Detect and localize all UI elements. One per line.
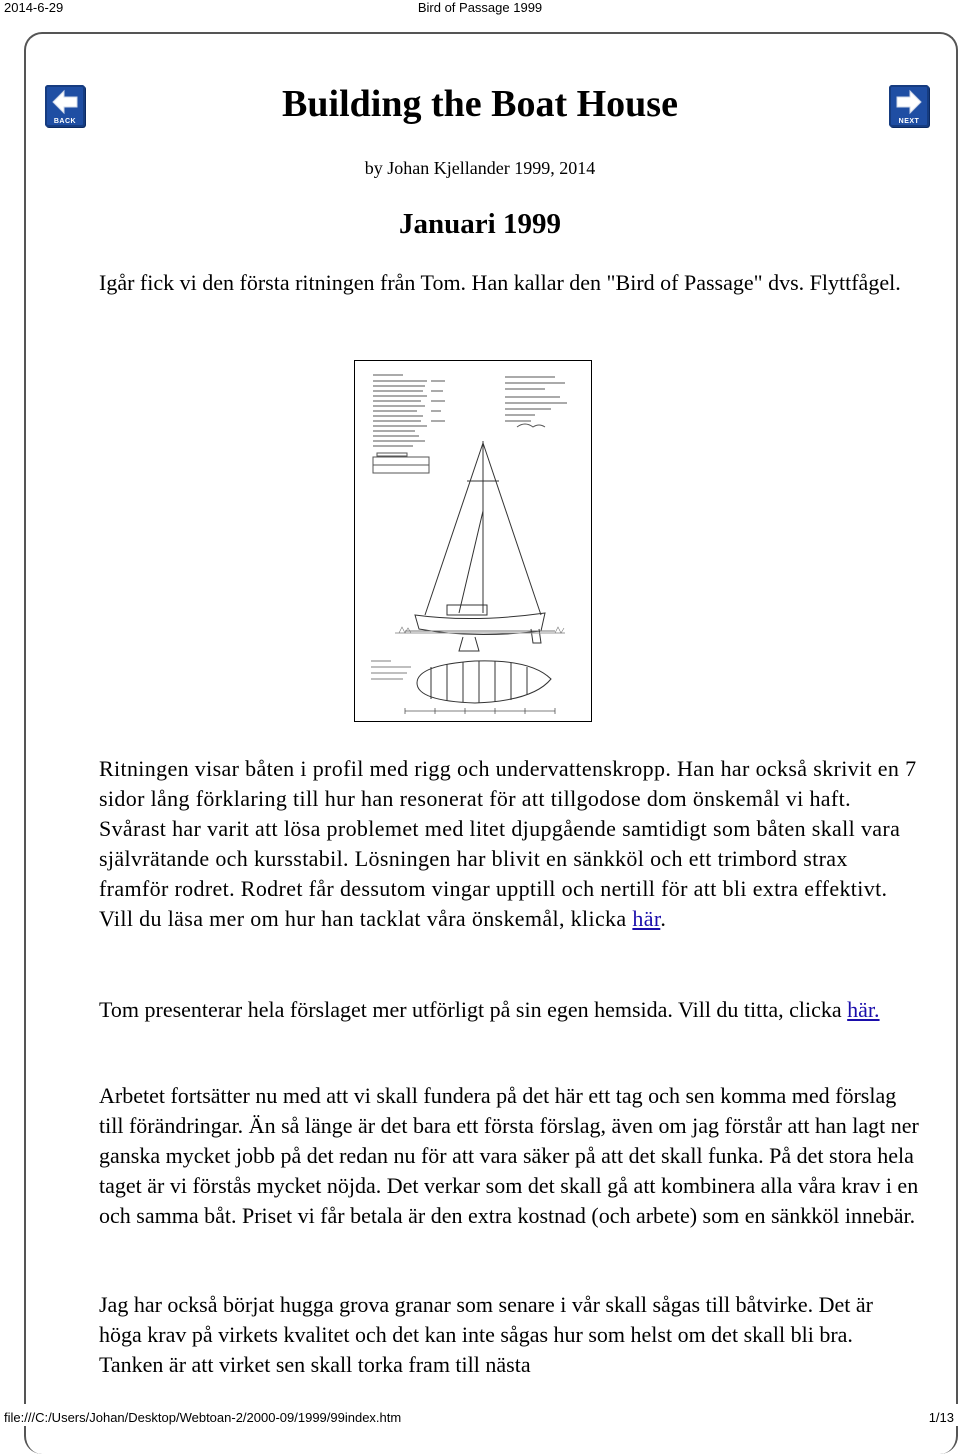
print-footer (0, 1404, 960, 1426)
paragraph-drawing-end: . (660, 906, 667, 931)
paragraph-drawing-explanation (99, 754, 919, 934)
sailboat-plan-image (355, 361, 591, 721)
page-frame (24, 32, 958, 1454)
paragraph-timber: Jag har också börjat hugga grova granar som senare i vår skall sågas till båtvirke. Det är höga krav på virkets kvalitet och det kan inte sågas hur som helst om det skall bli bra. Tanken är att virket sen skall torka fram till nästa (99, 1292, 874, 1377)
print-page-title: Bird of Passage 1999 (417, 0, 543, 15)
homepage-link[interactable]: här. (847, 997, 880, 1022)
section-title: Januari 1999 (399, 208, 561, 240)
print-date: 2014-6-29 (4, 0, 64, 15)
read-more-link[interactable]: här (632, 906, 661, 931)
paragraph-homepage (99, 995, 919, 1025)
print-file-path: file:///C:/Users/Johan/Desktop/Webtoan-2/2000-09/1999/99index.htm (4, 1410, 402, 1425)
print-header (0, 0, 960, 20)
print-page-number: 1/13 (928, 1410, 954, 1425)
sailboat-drawing (354, 360, 592, 722)
paragraph-homepage-text: Tom presenterar hela förslaget mer utförligt på sin egen hemsida. Vill du titta, clicka (99, 997, 848, 1022)
paragraph-drawing-text: Ritningen visar båten i profil med rigg och undervattenskropp. Han har också skrivit en 7 sidor lång förklaring till hur han resonerat för att tillgodose dom önskemål vi haft. Svårast har varit att lösa problemet med litet djupgående samtidigt som båten skall vara självrätande och kursstabil. Lösningen har blivit en sänkköl och ett trimbord strax framför rodret. Rodret får dessutom vingar upptill och nertill för att bli extra effektivt. Vill du läsa mer om hur han tacklat våra önskemål, klicka (99, 756, 917, 931)
byline: by Johan Kjellander 1999, 2014 (364, 158, 596, 178)
paragraph-work-continues: Arbetet fortsätter nu med att vi skall fundera på det här ett tag och sen komma med förslag till förändringar. Än så länge är det bara ett första förslag, även om jag förstår att han lagt ner ganska mycket jobb på det redan nu för att vara säker på att det skall funka. På det stora hela taget är vi förstås mycket nöjda. Det verkar som det skall gå att kombinera alla våra krav i en och samma båt. Priset vi får betala är den extra kostnad (och arbete) som en sänkköl innebär. (99, 1083, 919, 1228)
paragraph-intro: Igår fick vi den första ritningen från Tom. Han kallar den "Bird of Passage" dvs. Flyttfågel. (99, 270, 901, 295)
back-label: BACK (53, 118, 77, 125)
next-label: NEXT (898, 118, 920, 125)
page-title: Building the Boat House (282, 83, 678, 125)
